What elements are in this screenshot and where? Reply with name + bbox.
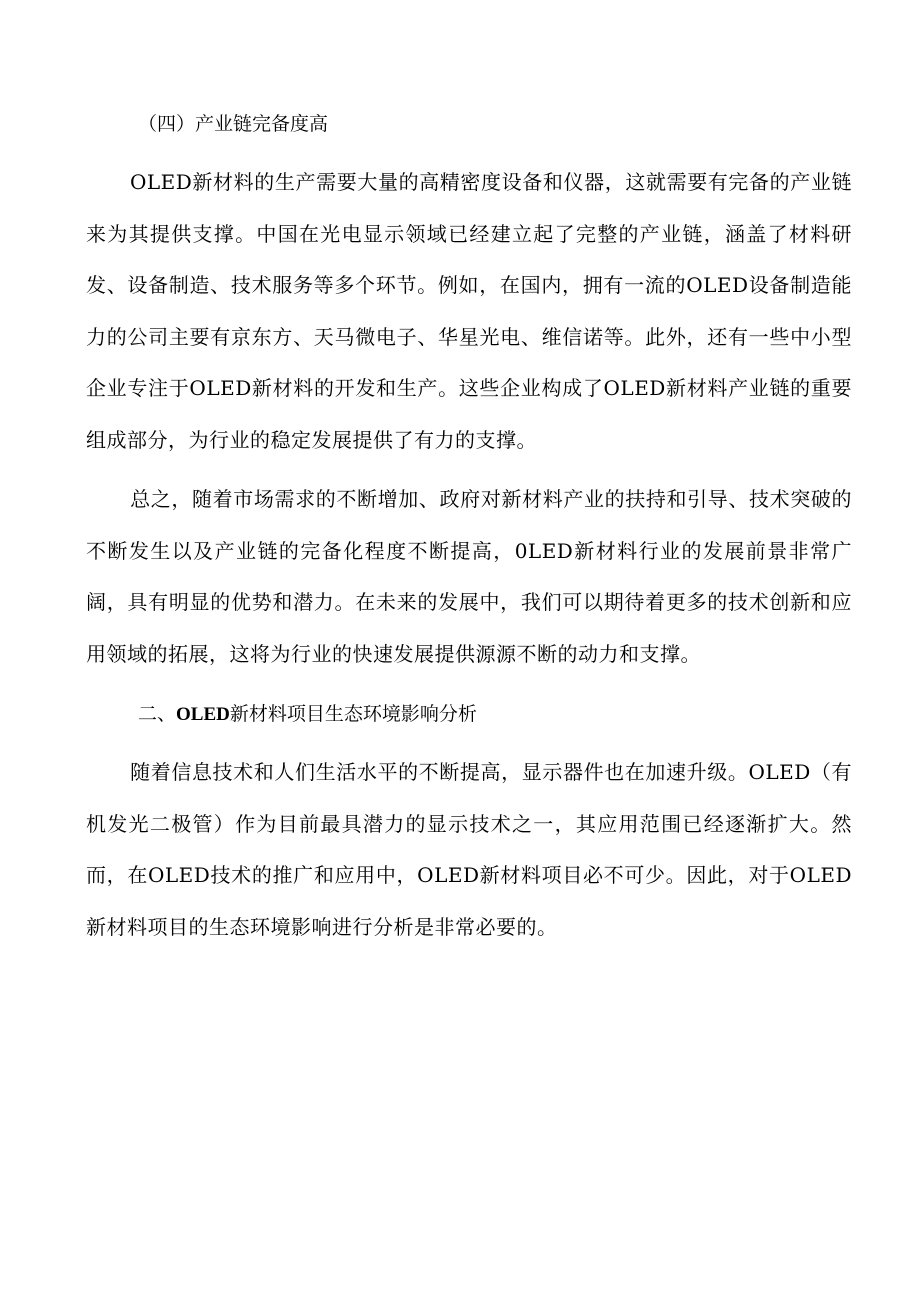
paragraph-industry-chain-text: OLED新材料的生产需要大量的高精密度设备和仪器，这就需要有完备的产业链来为其提供支撑。中国在光电显示领域已经建立起了完整的产业链，涵盖了材料研发、设备制造、技术服务等多个环节。例如，在国内，拥有一流的OLED设备制造能力的公司主要有京东方、天马微电子、华星光电、维信诺等。此外，还有一些中小型企业专注于OLED新材料的开发和生产。这些企业构成了OLED新材料产业链的重要组成部分，为行业的稳定发展提供了有力的支撑。 xyxy=(86,170,852,452)
paragraph-eco-analysis xyxy=(86,747,852,953)
section-subheading: （四）产业链完备度高 xyxy=(138,113,329,135)
section-heading-latin: OLED xyxy=(176,704,230,725)
paragraph-summary xyxy=(86,474,852,680)
section-heading-rest: 新材料项目生态环境影响分析 xyxy=(229,703,477,725)
paragraph-eco-analysis-text: 随着信息技术和人们生活水平的不断提高，显示器件也在加速升级。OLED（有机发光二极管）作为目前最具潜力的显示技术之一，其应用范围已经逐渐扩大。然而，在OLED技术的推广和应用中，OLED新材料项目必不可少。因此，对于OLED新材料项目的生态环境影响进行分析是非常必要的。 xyxy=(86,760,852,939)
paragraph-industry-chain xyxy=(86,157,852,466)
section-heading xyxy=(138,702,477,727)
section-heading-prefix: 二、 xyxy=(138,703,177,725)
paragraph-summary-text: 总之，随着市场需求的不断增加、政府对新材料产业的扶持和引导、技术突破的不断发生以及产业链的完备化程度不断提高，0LED新材料行业的发展前景非常广阔，具有明显的优势和潜力。在未来的发展中，我们可以期待着更多的技术创新和应用领域的拓展，这将为行业的快速发展提供源源不断的动力和支撑。 xyxy=(86,487,852,666)
